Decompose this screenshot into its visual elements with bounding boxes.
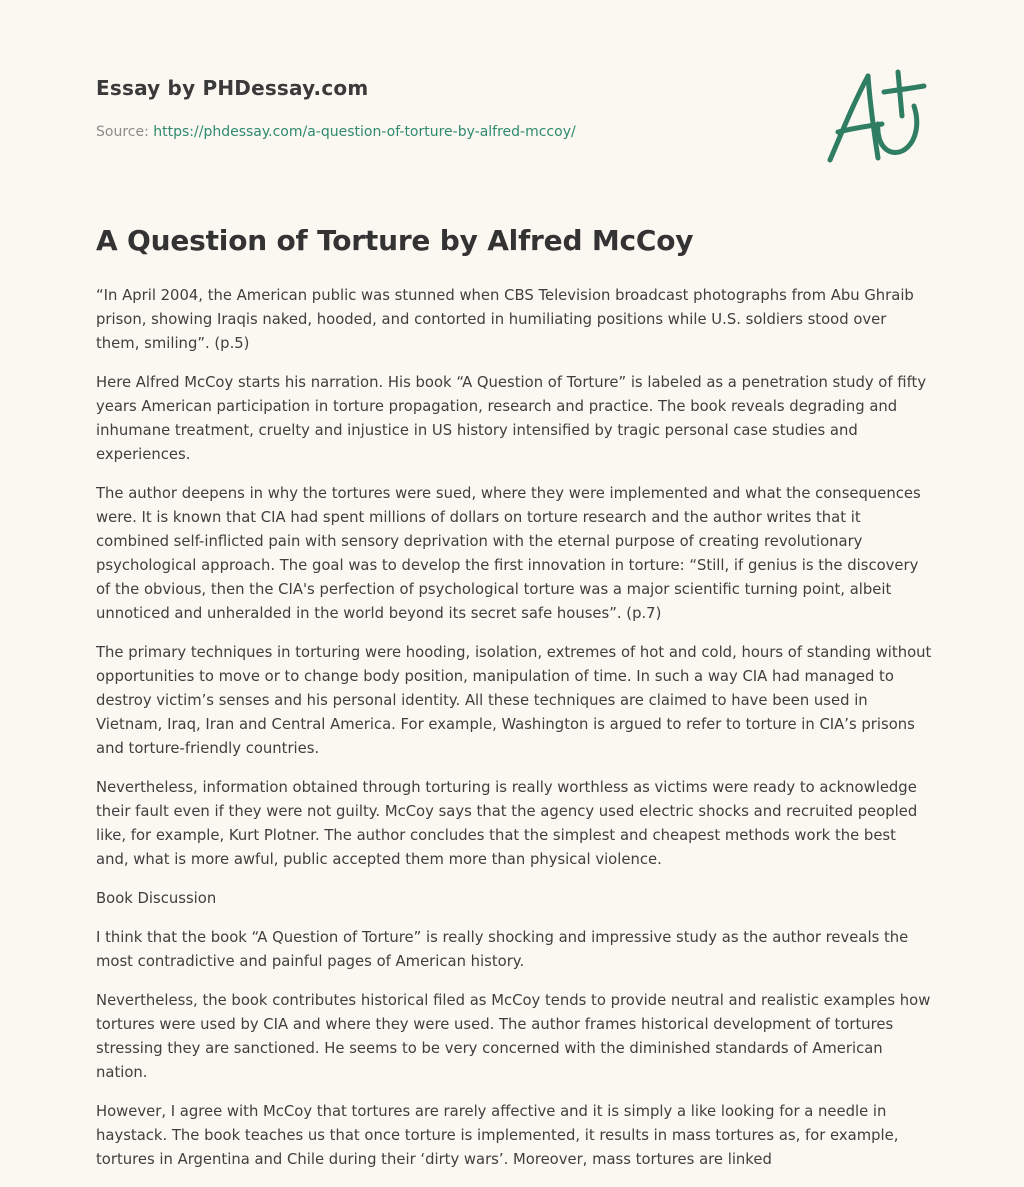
paragraph: Nevertheless, the book contributes historical filed as McCoy tends to provide neutral and realistic examples how tortures were used by CIA and where they were used. The author frames historical development of tortures stressing they are sanctioned. He seems to be very concerned with the diminished standards of American nation. (96, 992, 931, 1081)
paragraph: I think that the book “A Question of Torture” is really shocking and impressive study as the author reveals the most contradictive and painful pages of American history. (96, 929, 909, 970)
paragraph: Nevertheless, information obtained through torturing is really worthless as victims were ready to acknowledge their fault even if they were not guilty. McCoy says that the agency used electric shocks and recruited peopled like, for example, Kurt Plotner. The author concludes that the simplest and cheapest methods work the best and, what is more awful, public accepted them more than physical violence. (96, 779, 918, 868)
a-plus-logo-icon (818, 66, 930, 166)
article-title: A Question of Torture by Alfred McCoy (96, 224, 694, 257)
source-link[interactable]: https://phdessay.com/a-question-of-torture-by-alfred-mccoy/ (153, 124, 576, 140)
section-heading: Book Discussion (96, 890, 217, 907)
paragraph: “In April 2004, the American public was stunned when CBS Television broadcast photographs from Abu Ghraib prison, showing Iraqis naked, hooded, and contorted in humiliating positions while U.S. soldiers stood over them, smiling”. (p.5) (96, 287, 914, 352)
article-body (96, 284, 932, 1187)
paragraph: The primary techniques in torturing were hooding, isolation, extremes of hot and cold, hours of standing without opportunities to move or to change body position, manipulation of time. In such a way CIA had managed to destroy victim’s senses and his personal identity. All these techniques are claimed to have been used in Vietnam, Iraq, Iran and Central America. For example, Washington is argued to refer to torture in CIA’s prisons and torture-friendly countries. (96, 644, 932, 757)
source-label: Source: (96, 124, 149, 140)
source-line (96, 124, 576, 140)
site-brand: Essay by PHDessay.com (96, 76, 369, 100)
paragraph: The author deepens in why the tortures were sued, where they were implemented and what the consequences were. It is known that CIA had spent millions of dollars on torture research and the author writes that it combined self-inflicted pain with sensory deprivation with the eternal purpose of creating revolutionary psychological approach. The goal was to develop the first innovation in torture: “Still, if genius is the discovery of the obvious, then the CIA's perfection of psychological torture was a major scientific turning point, albeit unnoticed and unheralded in the world beyond its secret safe houses”. (p.7) (96, 485, 921, 622)
paragraph: However, I agree with McCoy that tortures are rarely affective and it is simply a like looking for a needle in haystack. The book teaches us that once torture is implemented, it results in mass tortures as, for example, tortures in Argentina and Chile during their ‘dirty wars’. Moreover, mass tortures are linked (96, 1103, 899, 1168)
paragraph: Here Alfred McCoy starts his narration. His book “A Question of Torture” is labeled as a penetration study of fifty years American participation in torture propagation, research and practice. The book reveals degrading and inhumane treatment, cruelty and injustice in US history intensified by tragic personal case studies and experiences. (96, 374, 927, 463)
